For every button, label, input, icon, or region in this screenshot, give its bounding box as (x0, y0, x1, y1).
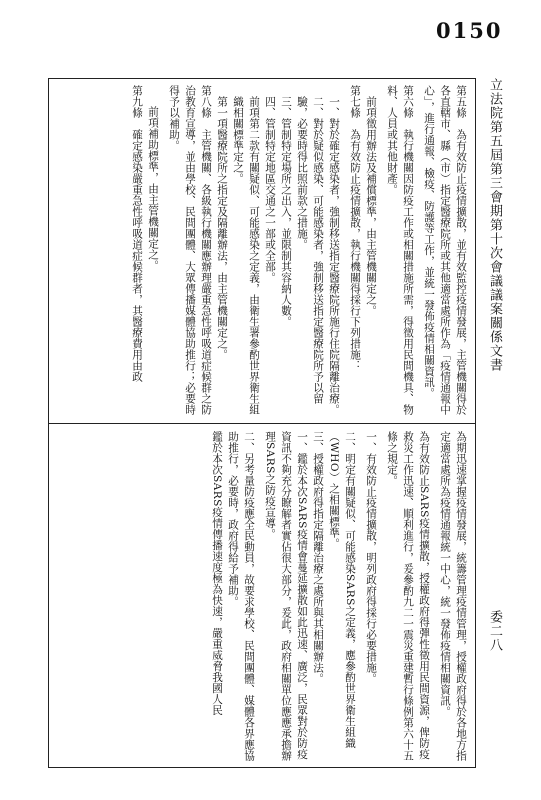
explanation-article-9: 鑑於本次SARS疫情傳播速度極為快速，嚴重威脅我國人民 (211, 431, 223, 716)
explanation-article-8-item-2: 二、另考量防疫應全民動員，故要求學校、民間團體、媒體各界應協助推行，必要時，政府得給予補助。 (227, 431, 255, 761)
page-number: 0150 (436, 18, 503, 43)
article-6: 第六條 執行機關因防疫工作或相關措施所需，得徵用民間機具、物料、人員或其他財產。 (386, 85, 414, 415)
article-8: 第八條 主管機關、各級執行機關應辦理嚴重急性呼吸道症候群之防治教育宣導，並由學校、民間團體、大眾傳播媒體協助推行；必要時得予以補助。 (168, 85, 212, 415)
article-6-paragraph-2: 前項徵用辦法及補償標準，由主管機關定之。 (365, 95, 377, 316)
section-divider (49, 423, 475, 424)
article-7-item-2: 二、對於疑似感染、可能感染者，強制移送指定醫療院所予以留驗，必要時得比照前款之措施。 (296, 95, 324, 404)
article-5: 第五條 為有效防止疫情擴散，並有效監控疫情發展，主管機關得於各直轄市、縣（市）指定醫療院所或其他適當處所作為「疫情通報中心」，進行通報、檢疫、防護等工作，並統一發佈疫情相關資訊。 (423, 85, 467, 415)
statute-text-section (55, 85, 469, 417)
explanation-article-7-item-2: 二、明定有關疑似、可能感染SARS之定義，應參酌世界衛生組織（WHO）之相關標準。 (328, 431, 356, 749)
explanation-article-7-item-3: 三、授權政府得指定隔離治療之處所與其相關辦法。 (312, 431, 324, 684)
article-7-paragraph-3: 第一項醫療院所之指定及隔離辦法，由主管機關定之。 (216, 95, 228, 360)
article-7-item-3: 三、管制特定場所之出入，並限制其容納人數。 (280, 95, 292, 327)
article-9: 第九條 確定感染嚴重急性呼吸道症候群者，其醫療費用由政 (131, 85, 143, 382)
explanation-section (55, 431, 469, 763)
article-7: 第七條 為有效防止疫情擴散，執行機關得採行下列措施： (349, 85, 361, 371)
explanation-article-7-item-1: 一、有效防止疫情擴散，明列政府得採行必要措施。 (365, 431, 377, 684)
article-7-item-1: 一、對於確定感染者，強制移送指定醫療院所施行住院隔離治療。 (328, 95, 340, 415)
article-7-item-4: 四、管制特定地區交通之一部或全部。 (264, 95, 276, 283)
explanation-article-5: 為期迅速掌握疫情發展，統籌管理疫情管理，授權政府得於各地方指定適當處所為疫情通報統一中心，統一發佈疫情相關資訊。 (439, 431, 467, 761)
article-7-paragraph-2: 前項第二款有關疑似、可能感染之定義，由衛生署參酌世界衛生組織相關標準定之。 (232, 95, 260, 415)
explanation-article-6: 為有效防止SARS疫情擴散，授權政府得彈性徵用民間資源，俾防疫救災工作迅速、順利進行，爰參酌九二一震災重建暫行條例第六十五條之規定。 (386, 431, 430, 761)
volume-mark: 委二八 (487, 610, 502, 652)
explanation-article-8-item-1: 一、鑑於本次SARS疫情會蔓延擴散如此迅速、廣泛，民眾對於防疫資訊不夠充分瞭解者實佔很大部分，爰此，政府相關單位應應承擔辦理SARS之防疫宣導。 (264, 431, 308, 761)
article-8-paragraph-2: 前項補助標準，由主管機關定之。 (147, 106, 159, 272)
running-title: 立法院第五屆第三會期第十次會議議案關係文書 (487, 78, 502, 372)
page-frame (48, 78, 476, 768)
